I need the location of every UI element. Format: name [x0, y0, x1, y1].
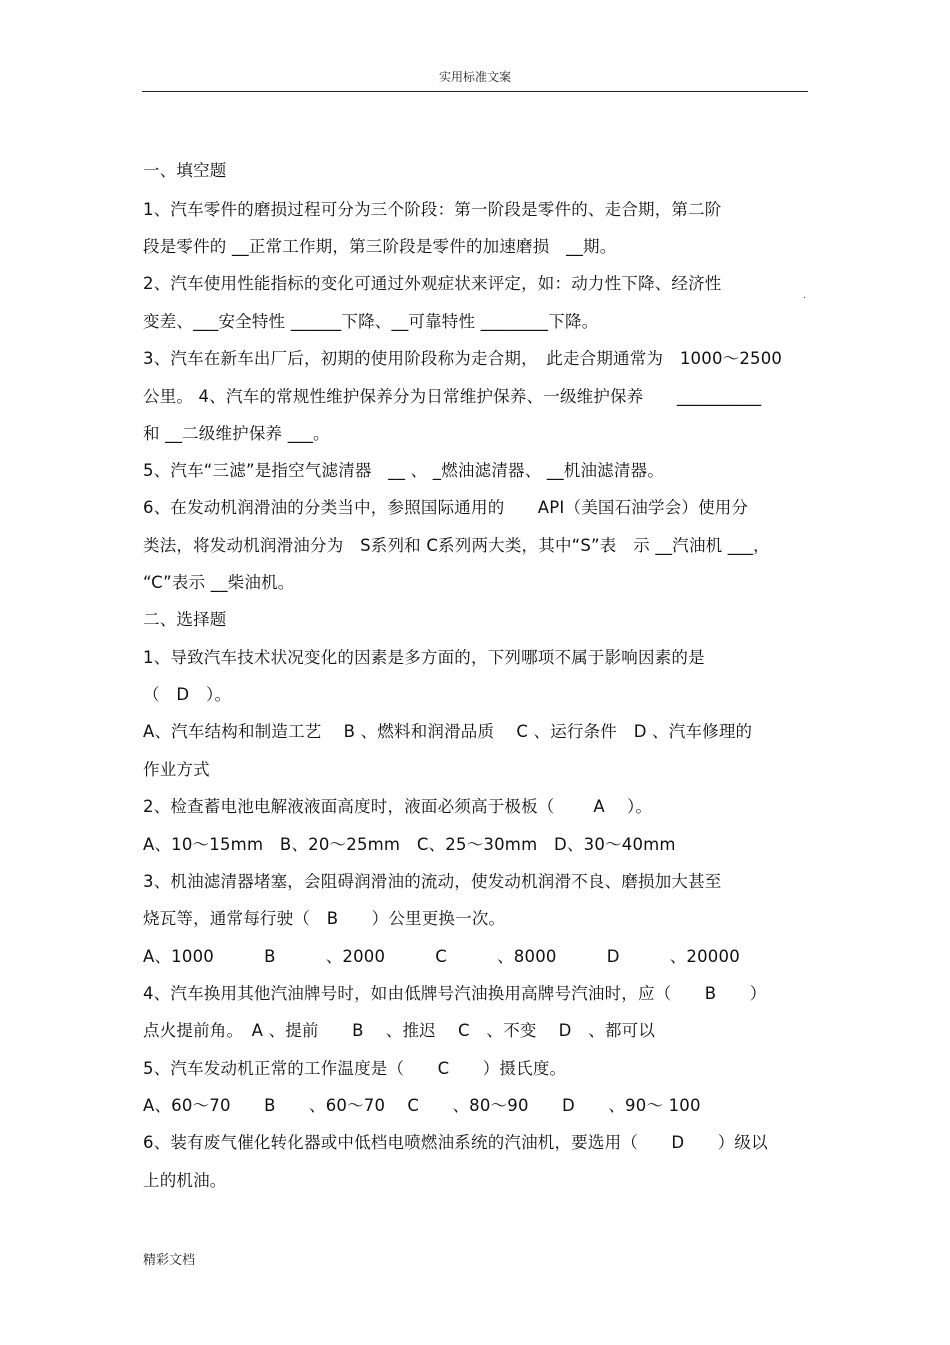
text-line: （ D ）。: [143, 685, 232, 704]
text-line: 1、导致汽车技术状况变化的因素是多方面的，下列哪项不属于影响因素的是: [143, 648, 705, 667]
text-line: 3、汽车在新车出厂后，初期的使用阶段称为走合期， 此走合期通常为 1000～2500: [143, 349, 783, 368]
page-header: 实用标准文案: [438, 70, 511, 84]
text-line: 4、汽车换用其他汽油牌号时，如由低牌号汽油换用高牌号汽油时，应（ B ）: [143, 984, 767, 1003]
text-line: 2、检查蓄电池电解液液面高度时，液面必须高于极板（ A ）。: [143, 797, 653, 816]
text-line: A、汽车结构和制造工艺 B 、燃料和润滑品质 C 、运行条件 D 、汽车修理的: [143, 722, 753, 741]
text-line: A、10～15mm B、20～25mm C、25～30mm D、30～40mm: [143, 835, 676, 854]
text-line: 1、汽车零件的磨损过程可分为三个阶段：第一阶段是零件的、走合期，第二阶: [143, 200, 722, 219]
text-line: 变差、___安全特性 ______下降、__可靠特性 ________下降。: [143, 312, 599, 331]
stray-dot: .: [803, 290, 807, 301]
text-line: 和 __二级维护保养 ___。: [143, 424, 330, 443]
section-heading: 一、填空题: [143, 161, 227, 180]
text-line: 上的机油。: [143, 1171, 227, 1190]
text-line: 点火提前角。 A 、提前 B 、推迟 C 、不变 D 、都可以: [143, 1021, 656, 1040]
text-line: A、1000 B 、2000 C 、8000 D 、20000: [143, 947, 740, 966]
text-line: 类法，将发动机润滑油分为 S系列和 C系列两大类，其中“S”表 示 __汽油机 ___，: [143, 536, 770, 555]
text-line: 6、装有废气催化转化器或中低档电喷燃油系统的汽油机，要选用（ D ）级以: [143, 1133, 768, 1152]
text-line: “C”表示 __柴油机。: [143, 573, 295, 592]
page-footer: 精彩文档: [143, 1253, 196, 1268]
text-line: 6、在发动机润滑油的分类当中，参照国际通用的 API（美国石油学会）使用分: [143, 498, 749, 517]
text-line: 2、汽车使用性能指标的变化可通过外观症状来评定，如：动力性下降、经济性: [143, 274, 722, 293]
header-rule: [142, 91, 808, 92]
text-line: 作业方式: [143, 760, 210, 779]
text-line: 3、机油滤清器堵塞，会阻碍润滑油的流动，使发动机润滑不良、磨损加大甚至: [143, 872, 722, 891]
text-line: A、60～70 B 、60～70 C 、80～90 D 、90～ 100: [143, 1096, 701, 1115]
section-heading: 二、选择题: [143, 610, 227, 629]
text-line: 烧瓦等，通常每行驶（ B ）公里更换一次。: [143, 909, 506, 928]
text-line: 5、汽车发动机正常的工作温度是（ C ）摄氏度。: [143, 1059, 567, 1078]
text-line: 段是零件的 __正常工作期，第三阶段是零件的加速磨损 __期。: [143, 237, 617, 256]
text-line: 公里。 4、汽车的常规性维护保养分为日常维护保养、一级维护保养 __________: [143, 387, 762, 406]
text-line: 5、汽车“三滤”是指空气滤清器 __ 、 _燃油滤清器、 __机油滤清器。: [143, 461, 664, 480]
